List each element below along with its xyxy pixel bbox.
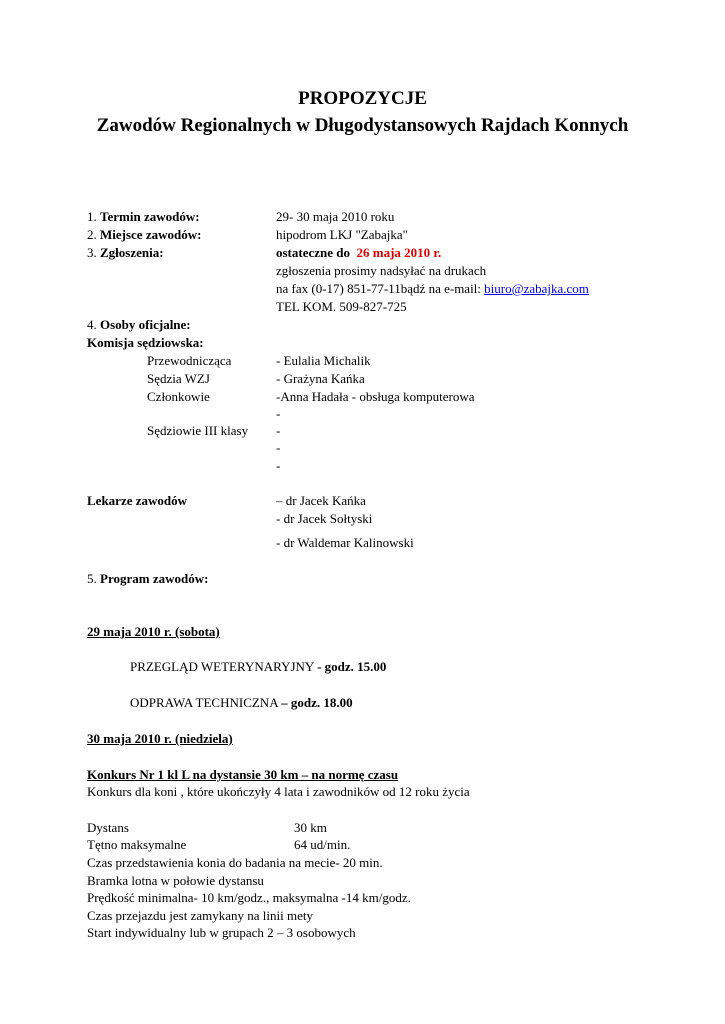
section-3-label: Zgłoszenia: <box>100 245 164 260</box>
section-1-label: Termin zawodów: <box>100 209 200 224</box>
pulse-value: 64 ud/min. <box>294 837 351 852</box>
section-3-heading <box>87 244 164 261</box>
role-name: - <box>276 458 281 473</box>
phone-line: TEL KOM. 509-827-725 <box>276 299 407 314</box>
document-subtitle: Zawodów Regionalnych w Długodystansowych Rajdach Konnych <box>96 115 629 136</box>
submission-instructions: zgłoszenia prosimy nadsyłać na drukach <box>276 263 487 278</box>
document-title: PROPOZYCJE <box>298 88 427 109</box>
fax-email-line <box>276 280 589 297</box>
doctors-label: Lekarze zawodów <box>87 493 188 508</box>
doctor-name: - dr Waldemar Kalinowski <box>276 535 414 550</box>
section-5-label: Program zawodów: <box>100 571 209 586</box>
role-label: Sędzia WZJ <box>147 371 210 386</box>
section-2-number: 2. <box>87 227 97 242</box>
technical-briefing-time: – godz. 18.00 <box>281 695 353 710</box>
deadline-prefix: ostateczne do <box>276 245 351 260</box>
role-label: Sędziowie III klasy <box>147 423 249 438</box>
doctor-name: - dr Jacek Sołtyski <box>276 511 373 526</box>
deadline-date: 26 maja 2010 r. <box>356 245 442 260</box>
technical-briefing-line <box>130 694 353 711</box>
contest-description: Konkurs dla koni , które ukończyły 4 lata i zawodników od 12 roku życia <box>87 784 470 799</box>
day-1-heading: 29 maja 2010 r. (sobota) <box>87 624 220 639</box>
technical-briefing-text: ODPRAWA TECHNICZNA <box>130 695 282 710</box>
section-1-number: 1. <box>87 209 97 224</box>
pulse-label: Tętno maksymalne <box>87 837 187 852</box>
rule-line: Prędkość minimalna- 10 km/godz., maksymalna -14 km/godz. <box>87 890 411 905</box>
role-name: - Grażyna Kańka <box>276 371 365 386</box>
section-2-label: Miejsce zawodów: <box>100 227 202 242</box>
distance-value: 30 km <box>294 820 327 835</box>
section-4-heading <box>87 316 191 333</box>
section-2-value: hipodrom LKJ "Zabajka" <box>276 227 408 242</box>
role-name: - <box>276 406 281 421</box>
rule-line: Czas przedstawienia konia do badania na mecie- 20 min. <box>87 855 383 870</box>
rule-line: Start indywidualny lub w grupach 2 – 3 osobowych <box>87 925 356 940</box>
section-1-value: 29- 30 maja 2010 roku <box>276 209 395 224</box>
section-4-label: Osoby oficjalne: <box>100 317 191 332</box>
fax-text: na fax (0-17) 851-77-11bądź na e-mail: <box>276 281 485 296</box>
role-name: - <box>276 423 281 438</box>
contest-title: Konkurs Nr 1 kl L na dystansie 30 km – na normę czasu <box>87 767 399 782</box>
doctor-name: – dr Jacek Kańka <box>276 493 366 508</box>
section-5-number: 5. <box>87 571 97 586</box>
day-2-heading: 30 maja 2010 r. (niedziela) <box>87 731 233 746</box>
committee-label: Komisja sędziowska: <box>87 335 204 350</box>
section-5-heading <box>87 570 208 587</box>
role-name: -Anna Hadała - obsługa komputerowa <box>276 389 475 404</box>
section-2-heading <box>87 226 201 243</box>
rule-line: Bramka lotna w połowie dystansu <box>87 873 264 888</box>
role-label: Przewodnicząca <box>147 353 232 368</box>
vet-check-line <box>130 658 386 675</box>
section-3-number: 3. <box>87 245 97 260</box>
section-4-number: 4. <box>87 317 97 332</box>
role-name: - <box>276 440 281 455</box>
role-name: - Eulalia Michalik <box>276 353 371 368</box>
vet-check-text: PRZEGLĄD WETERYNARYJNY <box>130 659 318 674</box>
distance-label: Dystans <box>87 820 129 835</box>
email-link[interactable]: biuro@zabajka.com <box>484 281 589 296</box>
deadline-line <box>276 244 441 261</box>
role-label: Członkowie <box>147 389 210 404</box>
section-1-heading <box>87 208 200 225</box>
rule-line: Czas przejazdu jest zamykany na linii mety <box>87 908 313 923</box>
vet-check-time: - godz. 15.00 <box>317 659 387 674</box>
